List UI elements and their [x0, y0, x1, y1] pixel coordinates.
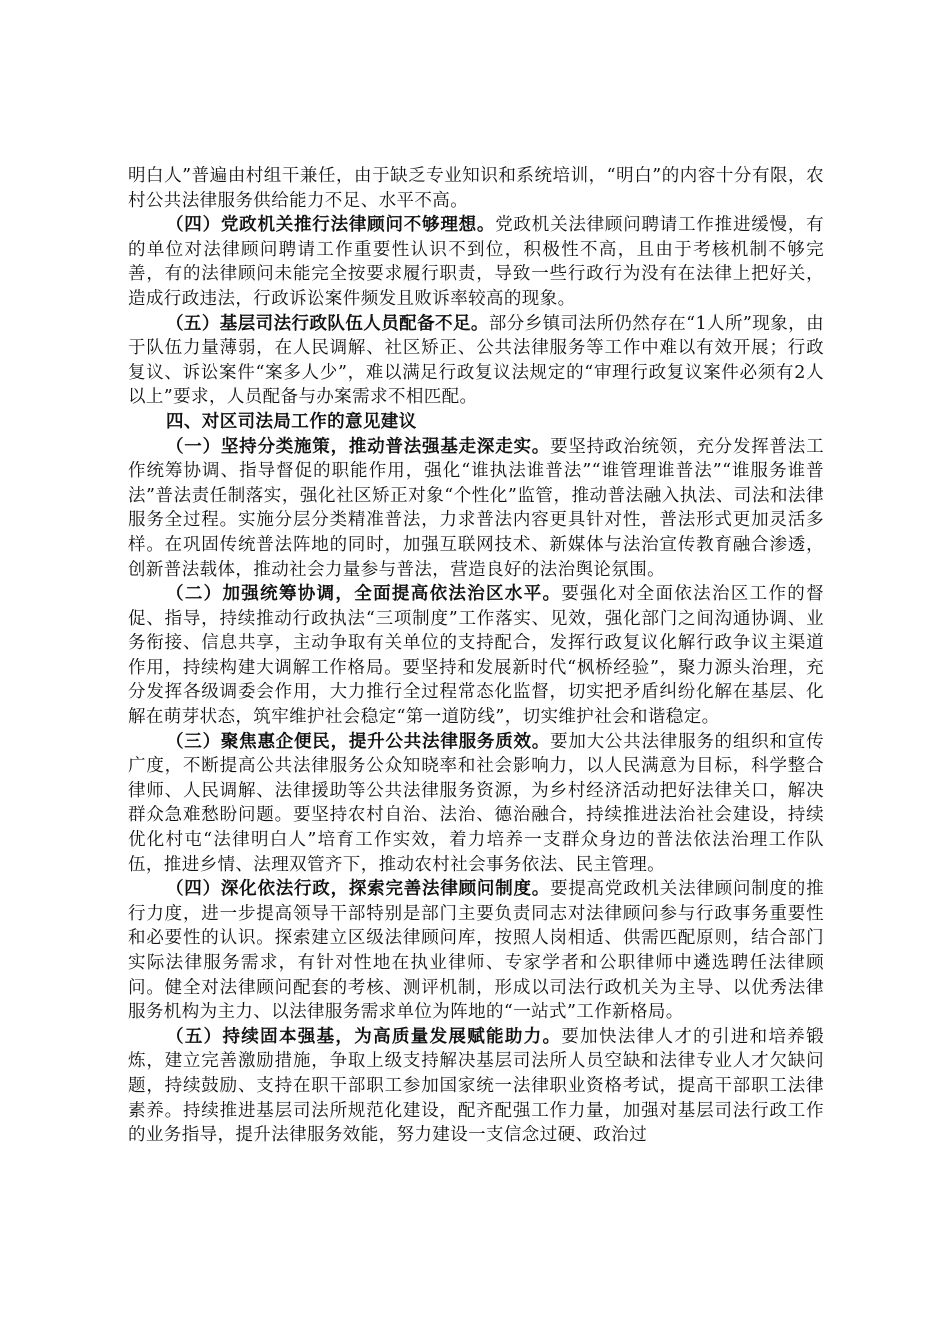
paragraph-text: 党政机关法律顾问聘请工作推进缓慢，有的单位对法律顾问聘请工作重要性认识不到位，积极性不高，且由于考核机制不够完善，有的法律顾问未能完全按要求履行职责，导致一些行政行为没有在法律上把好关，造成行政违法，行政诉讼案件频发且败诉率较高的现象。 — [128, 215, 825, 309]
paragraph-lead: （四）党政机关推行法律顾问不够理想。 — [166, 215, 496, 236]
paragraph-continuation — [128, 164, 824, 213]
paragraph-suggestion-1 — [128, 435, 824, 583]
paragraph-text: 要加大公共法律服务的组织和宣传广度，不断提高公共法律服务公众知晓率和社会影响力，以人民满意为目标，科学整合律师、人民调解、法律援助等公共法律服务资源，为乡村经济活动把好法律关口，解决群众急难愁盼问题。要坚持农村自治、法治、德治融合，持续推进法治社会建设，持续优化村屯“法律明白人”培育工作实效，着力培养一支群众身边的普法依法治理工作队伍，推进乡情、法理双管齐下，推动农村社会事务依法、民主管理。 — [128, 731, 824, 875]
paragraph-suggestion-5 — [128, 1025, 824, 1148]
paragraph-suggestion-4 — [128, 877, 824, 1025]
section-heading: 四、对区司法局工作的意见建议 — [166, 411, 417, 432]
paragraph-text: 明白人”普遍由村组干兼任，由于缺乏专业知识和系统培训，“明白”的内容十分有限，农村公共法律服务供给能力不足、水平不高。 — [128, 166, 824, 211]
paragraph-lead: （四）深化依法行政，探索完善法律顾问制度。 — [166, 879, 551, 900]
paragraph-text: 部分乡镇司法所仍然存在“1人所”现象，由于队伍力量薄弱，在人民调解、社区矫正、公共法律服务等工作中难以有效开展；行政复议、诉讼案件“案多人少”，难以满足行政复议法规定的“审理行政复议案件必须有2人以上”要求，人员配备与办案需求不相匹配。 — [128, 313, 825, 408]
paragraph-text: 要强化对全面依法治区工作的督促、指导，持续推动行政执法“三项制度”工作落实、见效，强化部门之间沟通协调、业务衔接、信息共享，主动争取有关单位的支持配合，发挥行政复议化解行政争议主渠道作用，持续构建大调解工作格局。要坚持和发展新时代“枫桥经验”，聚力源头治理，充分发挥各级调委会作用，大力推行全过程常态化监督，切实把矛盾纠纷化解在基层、化解在萌芽状态，筑牢维护社会稳定“第一道防线”，切实维护社会和谐稳定。 — [128, 584, 824, 728]
paragraph-issue-5 — [128, 312, 824, 410]
paragraph-suggestion-3 — [128, 730, 824, 878]
paragraph-text: 要坚持政治统领，充分发挥普法工作统筹协调、指导督促的职能作用，强化“谁执法谁普法”“谁管理谁普法”“谁服务谁普法”普法责任制落实，强化社区矫正对象“个性化”监管，推动普法融入执法、司法和法律服务全过程。实施分层分类精准普法，力求普法内容更具针对性，普法形式更加灵活多样。在巩固传统普法阵地的同时，加强互联网技术、新媒体与法治宣传教育融合渗透，创新普法载体，推动社会力量参与普法，营造良好的法治舆论氛围。 — [128, 436, 824, 580]
paragraph-lead: （五）持续固本强基，为高质量发展赋能助力。 — [166, 1026, 562, 1047]
document-page — [128, 164, 824, 1148]
paragraph-lead: （一）坚持分类施策，推动普法强基走深走实。 — [166, 436, 551, 457]
paragraph-suggestion-2 — [128, 582, 824, 730]
paragraph-issue-4 — [128, 213, 824, 311]
paragraph-text: 要加快法律人才的引进和培养锻炼，建立完善激励措施，争取上级支持解决基层司法所人员空缺和法律专业人才欠缺问题，持续鼓励、支持在职干部职工参加国家统一法律职业资格考试，提高干部职工法律素养。持续推进基层司法所规范化建设，配齐配强工作力量，加强对基层司法行政工作的业务指导，提升法律服务效能，努力建设一支信念过硬、政治过 — [128, 1026, 824, 1146]
paragraph-text: 要提高党政机关法律顾问制度的推行力度，进一步提高领导干部特别是部门主要负责同志对法律顾问参与行政事务重要性和必要性的认识。探索建立区级法律顾问库，按照人岗相适、供需匹配原则，结合部门实际法律服务需求，有针对性地在执业律师、专家学者和公职律师中遴选聘任法律顾问。健全对法律顾问配套的考核、测评机制，形成以司法行政机关为主导、以优秀法律服务机构为主力、以法律服务需求单位为阵地的“一站式”工作新格局。 — [128, 879, 824, 1023]
paragraph-lead: （二）加强统筹协调，全面提高依法治区水平。 — [166, 584, 562, 605]
paragraph-lead: （五）基层司法行政队伍人员配备不足。 — [166, 313, 489, 334]
paragraph-lead: （三）聚焦惠企便民，提升公共法律服务质效。 — [166, 731, 551, 752]
